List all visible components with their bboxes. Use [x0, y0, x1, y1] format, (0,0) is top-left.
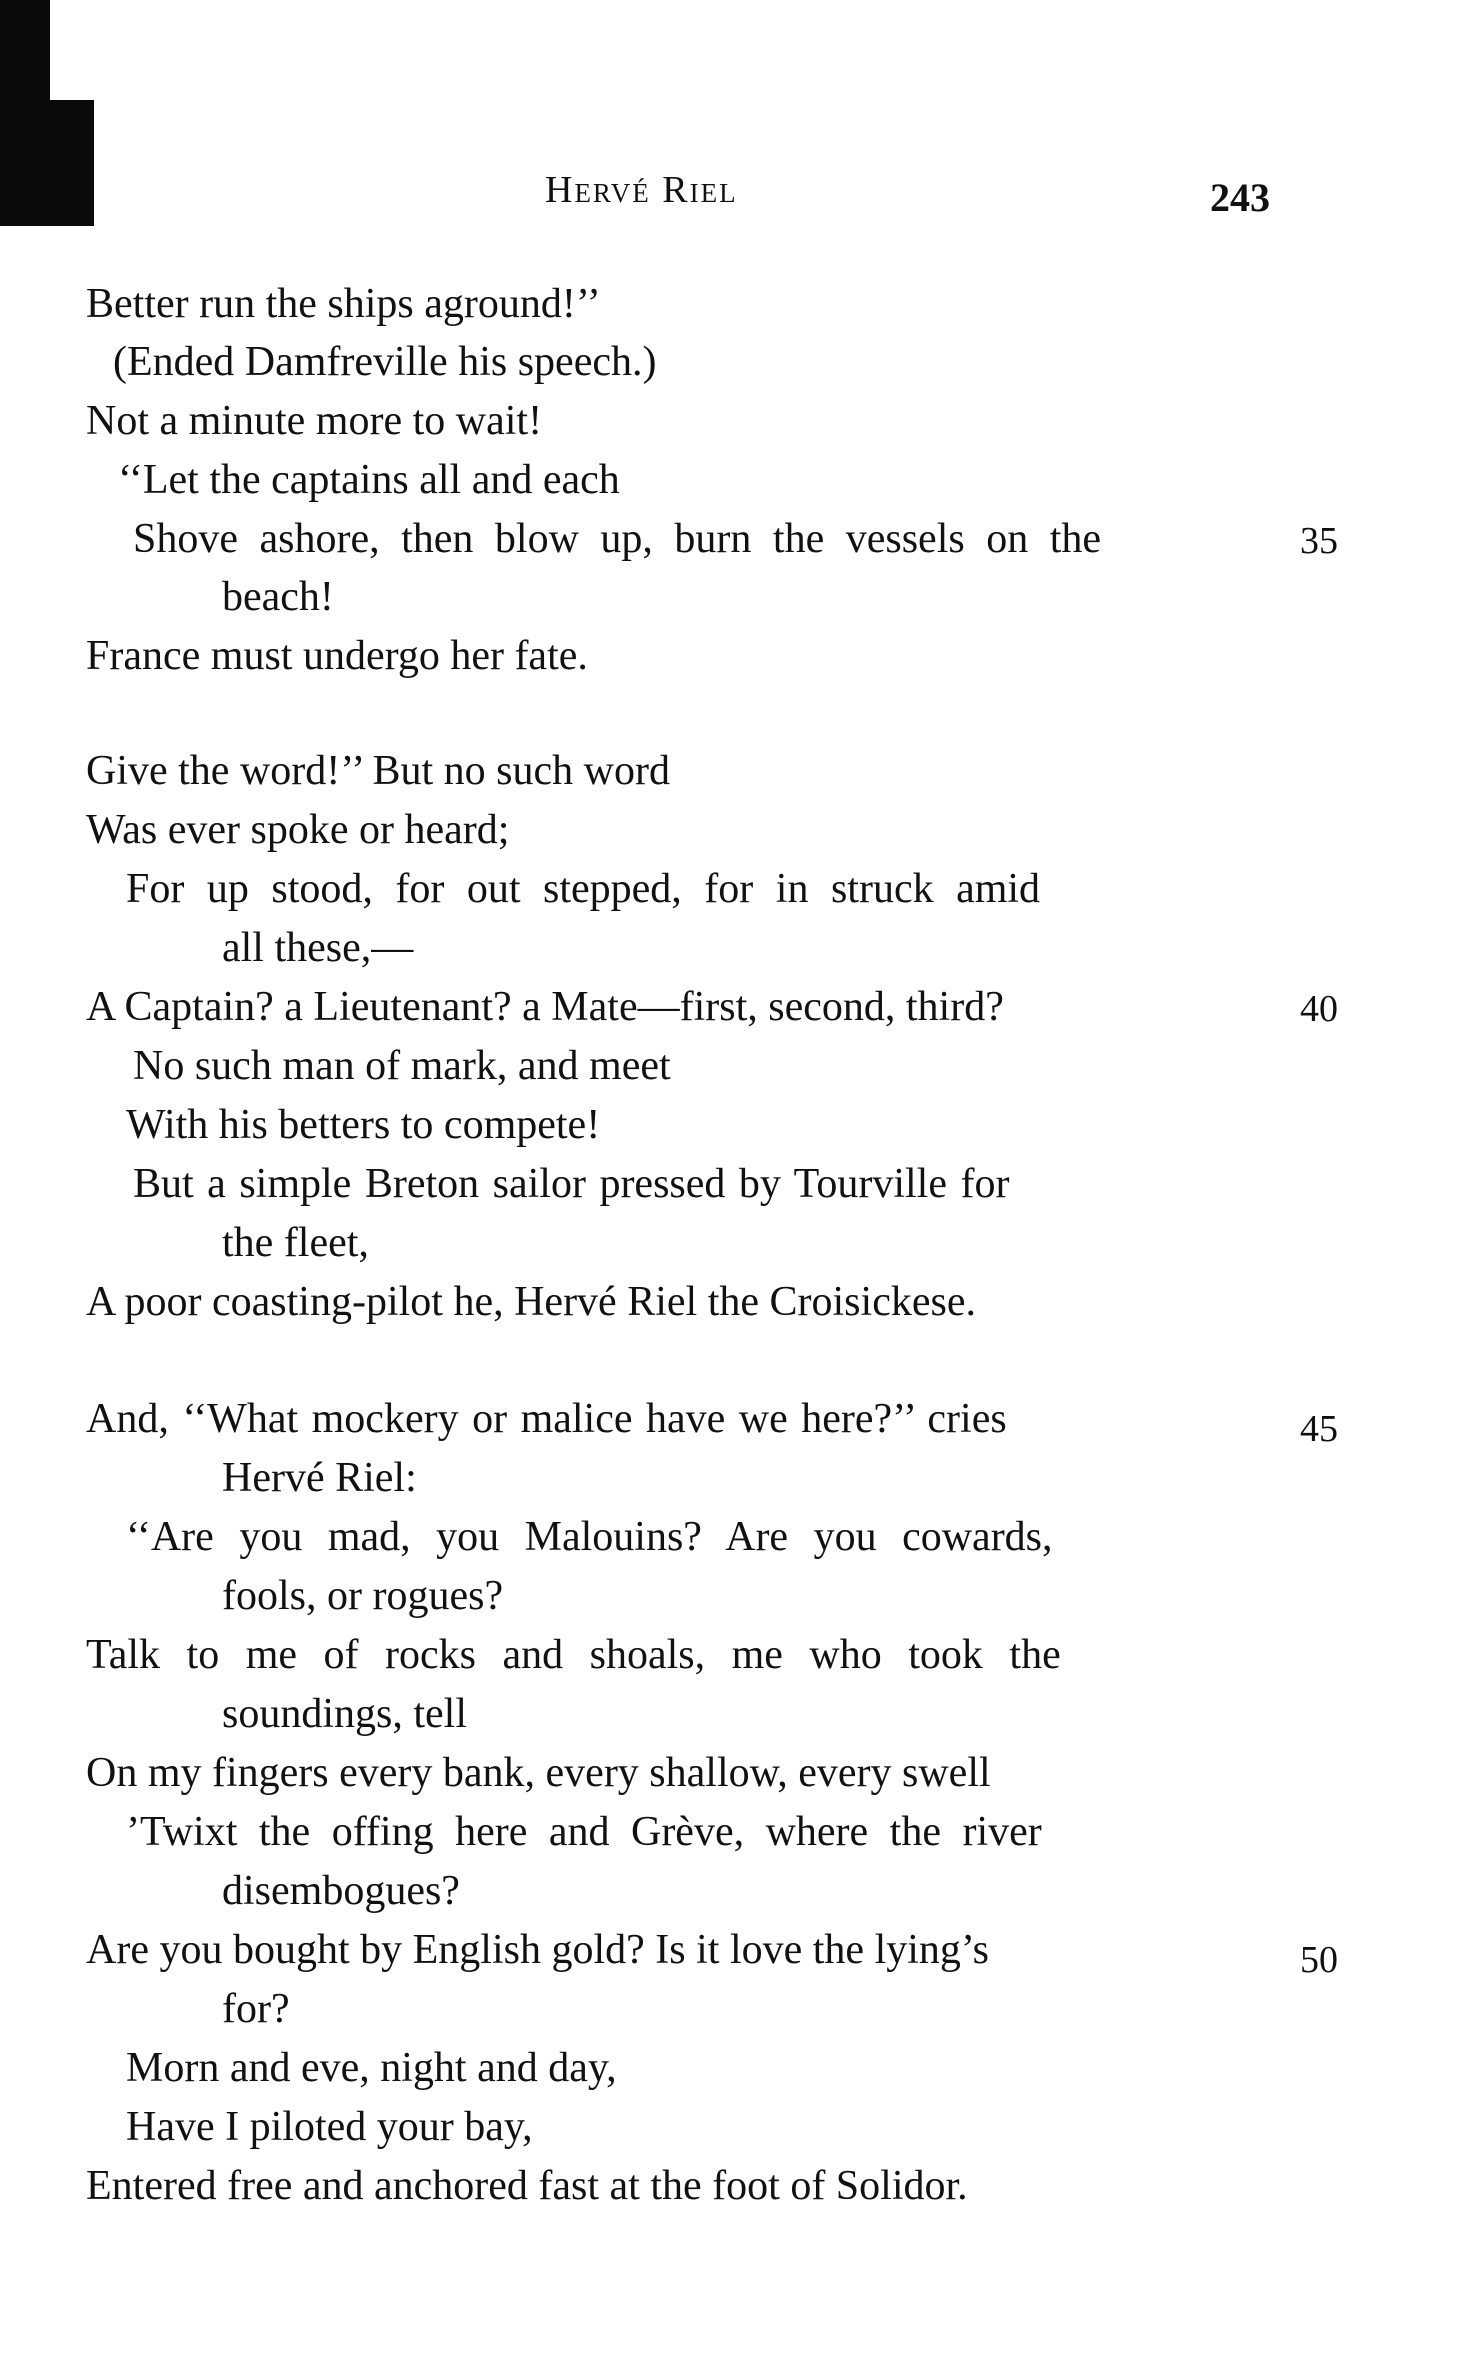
running-head: Hervé Riel	[545, 169, 738, 211]
line-number: 40	[1300, 988, 1338, 1030]
poem-line: soundings, tell	[222, 1691, 468, 1737]
poem-line: ’Twixt the offing here and Grève, where the river	[126, 1809, 1042, 1855]
poem-line: France must undergo her fate.	[86, 633, 588, 679]
poem-line: Morn and eve, night and day,	[126, 2045, 617, 2091]
poem-line: ‘‘Let the captains all and each	[118, 457, 620, 503]
poem-line: ‘‘Are you mad, you Malouins? Are you cowards,	[126, 1514, 1053, 1560]
poem-line: the fleet,	[222, 1220, 369, 1266]
poem-line: With his betters to compete!	[126, 1102, 601, 1148]
poem-line: Better run the ships aground!’’	[86, 281, 601, 327]
poem-line: Talk to me of rocks and shoals, me who took the	[86, 1632, 1061, 1678]
poem-line: No such man of mark, and meet	[133, 1043, 671, 1089]
page-edge-bar	[0, 0, 50, 226]
poem-line: Give the word!’’ But no such word	[86, 748, 670, 794]
poem-line: Shove ashore, then blow up, burn the vessels on the	[133, 516, 1102, 562]
poem-line: And, ‘‘What mockery or malice have we here?’’ cries	[86, 1396, 1007, 1442]
poem-line: all these,—	[222, 925, 414, 971]
poem-line: disembogues?	[222, 1868, 460, 1914]
poem-line: A poor coasting-pilot he, Hervé Riel the Croisickese.	[86, 1279, 976, 1325]
poem-line: Not a minute more to wait!	[86, 398, 543, 444]
poem-line: A Captain? a Lieutenant? a Mate—first, second, third?	[86, 984, 1004, 1030]
page-edge-notch	[50, 100, 94, 226]
poem-line: Was ever spoke or heard;	[86, 807, 510, 853]
poem-line: On my fingers every bank, every shallow, every swell	[86, 1750, 991, 1796]
poem-line: fools, or rogues?	[222, 1573, 504, 1619]
poem-line: For up stood, for out stepped, for in struck amid	[126, 866, 1041, 912]
line-number: 45	[1300, 1408, 1338, 1450]
line-number: 50	[1300, 1939, 1338, 1981]
poem-line: Entered free and anchored fast at the foot of Solidor.	[86, 2163, 968, 2209]
poem-line: Have I piloted your bay,	[126, 2104, 533, 2150]
poem-line: beach!	[222, 574, 334, 620]
line-number: 35	[1300, 520, 1338, 562]
poem-line: (Ended Damfreville his speech.)	[113, 339, 657, 385]
page-number: 243	[1210, 175, 1270, 220]
poem-line: Are you bought by English gold? Is it love the lying’s	[86, 1927, 989, 1973]
poem-line: Hervé Riel:	[222, 1455, 417, 1501]
poem-line: But a simple Breton sailor pressed by Tourville for	[133, 1161, 1010, 1207]
poem-line: for?	[222, 1986, 290, 2032]
